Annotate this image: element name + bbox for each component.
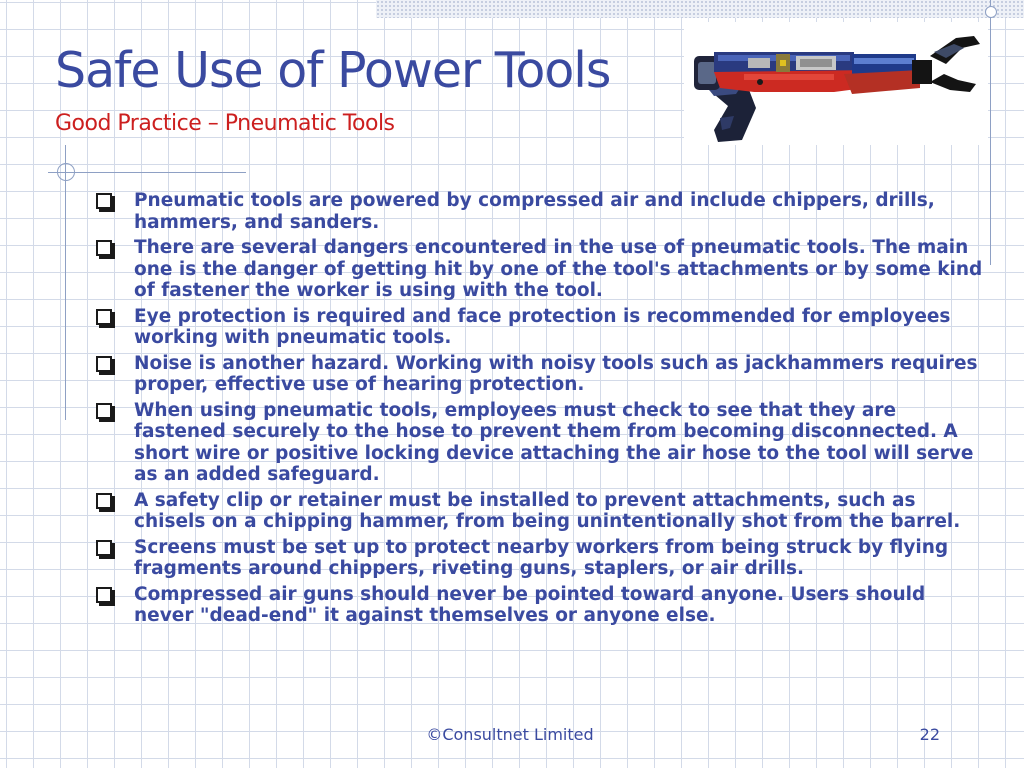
bullet-text: Eye protection is required and face protection is recommended for employees working with pneumatic tools.	[134, 305, 951, 348]
bullet-list	[96, 190, 986, 631]
bullet-text: A safety clip or retainer must be installed to prevent attachments, such as chisels on a chipping hammer, from being unintentionally shot from the barrel.	[134, 489, 961, 532]
slide-title: Safe Use of Power Tools	[55, 42, 611, 99]
slide-subtitle: Good Practice – Pneumatic Tools	[55, 111, 395, 136]
right-rule-cap	[985, 6, 997, 18]
bullet-item	[96, 306, 986, 349]
checkbox-bullet-icon	[96, 493, 112, 509]
top-dotted-band	[376, 0, 1024, 18]
crosshair-circle	[57, 163, 75, 181]
footer-page-number: 22	[919, 725, 940, 744]
bullet-text: When using pneumatic tools, employees must check to see that they are fastened securely to the hose to prevent them from becoming disconnected. A short wire or positive locking device attaching the air hose to the tool will serve as an added safeguard.	[134, 399, 974, 485]
checkbox-bullet-icon	[96, 540, 112, 556]
bullet-item	[96, 584, 986, 627]
bullet-text: Screens must be set up to protect nearby workers from being struck by flying fragments around chippers, riveting guns, staplers, or air drills.	[134, 536, 949, 579]
checkbox-bullet-icon	[96, 240, 112, 256]
checkbox-bullet-icon	[96, 403, 112, 419]
checkbox-bullet-icon	[96, 356, 112, 372]
right-vertical-rule	[990, 0, 991, 265]
bullet-item	[96, 353, 986, 396]
bullet-item	[96, 190, 986, 233]
bullet-text: Pneumatic tools are powered by compressed air and include chippers, drills, hammers, and sanders.	[134, 190, 935, 233]
bullet-item	[96, 237, 986, 302]
pneumatic-tool-image	[684, 22, 988, 145]
bullet-item	[96, 490, 986, 533]
left-vertical-rule	[65, 145, 66, 420]
bullet-item	[96, 537, 986, 580]
checkbox-bullet-icon	[96, 193, 112, 209]
footer-copyright: ©Consultnet Limited	[426, 725, 594, 744]
checkbox-bullet-icon	[96, 587, 112, 603]
checkbox-bullet-icon	[96, 309, 112, 325]
bullet-item	[96, 400, 986, 486]
crosshair-horizontal-rule	[48, 172, 246, 173]
nail-gun-illustration	[684, 22, 988, 145]
bullet-text: There are several dangers encountered in the use of pneumatic tools. The main one is the danger of getting hit by one of the tool's attachments or by some kind of fastener the worker is using with the tool.	[134, 237, 983, 301]
bullet-text: Noise is another hazard. Working with noisy tools such as jackhammers requires proper, effective use of hearing protection.	[134, 352, 978, 395]
bullet-text: Compressed air guns should never be pointed toward anyone. Users should never "dead-end" it against themselves or anyone else.	[134, 583, 926, 626]
